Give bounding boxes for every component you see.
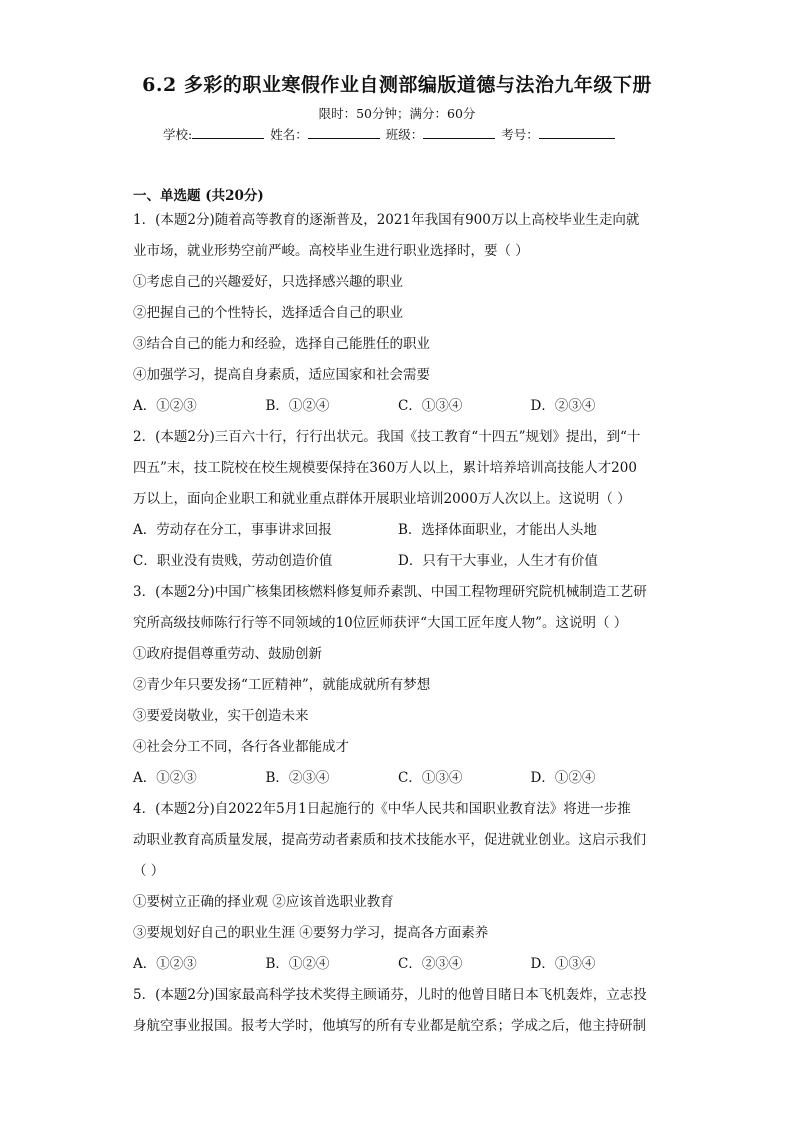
school-label: 学校:	[163, 127, 193, 142]
q3-stem-line-2: 究所高级技师陈行行等不同领域的10位匠师获评“大国工匠年度人物”。这说明（ ）	[133, 615, 628, 631]
q1-item-2: ②把握自己的个性特长，选择适合自己的职业	[133, 305, 403, 321]
q3-stem-line-1: 3．(本题2分)中国广核集团核燃料修复师乔素凯、中国工程物理研究院机械制造工艺研	[133, 584, 647, 600]
q1-options	[133, 396, 663, 427]
q2-option-d[interactable]: D．只有干大事业，人生才有价值	[398, 553, 598, 569]
q1-option-a[interactable]: A．①②③	[133, 398, 197, 414]
q2-options-row-2	[133, 551, 663, 582]
class-blank	[423, 125, 495, 139]
q5-stem-line-2: 身航空事业报国。报考大学时，他填写的所有专业都是航空系；学成之后，他主持研制	[133, 1018, 646, 1034]
section-heading: 一、单选题 (共20分)	[133, 188, 264, 204]
q2-option-a[interactable]: A．劳动存在分工，事事讲求回报	[133, 522, 332, 538]
q4-stem-line-1: 4．(本题2分)自2022年5月1日起施行的《中华人民共和国职业教育法》将进一步推	[133, 801, 631, 817]
q4-option-a[interactable]: A．①②③	[133, 956, 197, 972]
q5-stem-line-1: 5．(本题2分)国家最高科学技术奖得主顾诵芬，儿时的他曾目睹日本飞机轰炸，立志投	[133, 987, 647, 1003]
student-info-row	[163, 125, 617, 143]
q1-item-4: ④加强学习，提高自身素质，适应国家和社会需要	[133, 367, 430, 383]
school-blank	[192, 125, 264, 139]
q3-option-d[interactable]: D．①②④	[530, 770, 596, 786]
q4-option-b[interactable]: B．①②④	[265, 956, 330, 972]
q3-options	[133, 768, 663, 799]
q3-item-4: ④社会分工不同，各行各业都能成才	[133, 739, 349, 755]
q2-stem-line-3: 万以上，面向企业职工和就业重点群体开展职业培训2000万人次以上。这说明（ ）	[133, 491, 631, 507]
q1-option-b[interactable]: B．①②④	[265, 398, 330, 414]
time-score-limits: 限时：50分钟；满分：60分	[318, 106, 476, 121]
exam-number-label: 考号：	[501, 127, 539, 142]
q4-stem-line-2: 动职业教育高质量发展，提高劳动者素质和技术技能水平，促进就业创业。这启示我们	[133, 832, 646, 848]
q3-item-3: ③要爱岗敬业，实干创造未来	[133, 708, 309, 724]
q1-option-d[interactable]: D．②③④	[530, 398, 596, 414]
q3-option-b[interactable]: B．②③④	[265, 770, 330, 786]
q4-option-c[interactable]: C．②③④	[398, 956, 463, 972]
q2-option-c[interactable]: C．职业没有贵贱，劳动创造价值	[133, 553, 333, 569]
q2-stem-line-1: 2．(本题2分)三百六十行，行行出状元。我国《技工教育“十四五”规划》提出，到“十	[133, 429, 641, 445]
q1-option-c[interactable]: C．①③④	[398, 398, 463, 414]
class-label: 班级：	[385, 127, 424, 142]
q3-option-c[interactable]: C．①③④	[398, 770, 463, 786]
q1-item-1: ①考虑自己的兴趣爱好，只选择感兴趣的职业	[133, 274, 403, 290]
page-title: 6.2 多彩的职业寒假作业自测部编版道德与法治九年级下册	[142, 74, 652, 96]
question-list	[133, 186, 663, 1047]
name-label: 姓名：	[270, 127, 308, 142]
q4-item-row-1: ①要树立正确的择业观 ②应该首选职业教育	[133, 894, 394, 910]
q4-stem-line-3: （ ）	[133, 863, 165, 879]
q1-stem-line-2: 业市场，就业形势空前严峻。高校毕业生进行职业选择时，要（ ）	[133, 243, 529, 259]
q4-option-d[interactable]: D．①③④	[530, 956, 596, 972]
q2-stem-line-2: 四五”末，技工院校在校生规模要保持在360万人以上，累计培养培训高技能人才200	[133, 460, 637, 476]
exam-number-blank	[539, 125, 615, 139]
q3-item-1: ①政府提倡尊重劳动、鼓励创新	[133, 646, 322, 662]
name-blank	[308, 125, 380, 139]
q1-stem-line-1: 1．(本题2分)随着高等教育的逐渐普及，2021年我国有900万以上高校毕业生走向就	[133, 212, 640, 228]
q3-item-2: ②青少年只要发扬“工匠精神”，就能成就所有梦想	[133, 677, 431, 693]
q2-option-b[interactable]: B．选择体面职业，才能出人头地	[398, 522, 597, 538]
q1-item-3: ③结合自己的能力和经验，选择自己能胜任的职业	[133, 336, 430, 352]
q4-item-row-2: ③要规划好自己的职业生涯 ④要努力学习，提高各方面素养	[133, 925, 489, 941]
q3-option-a[interactable]: A．①②③	[133, 770, 197, 786]
q2-options-row-1	[133, 520, 663, 551]
q4-options	[133, 954, 663, 985]
